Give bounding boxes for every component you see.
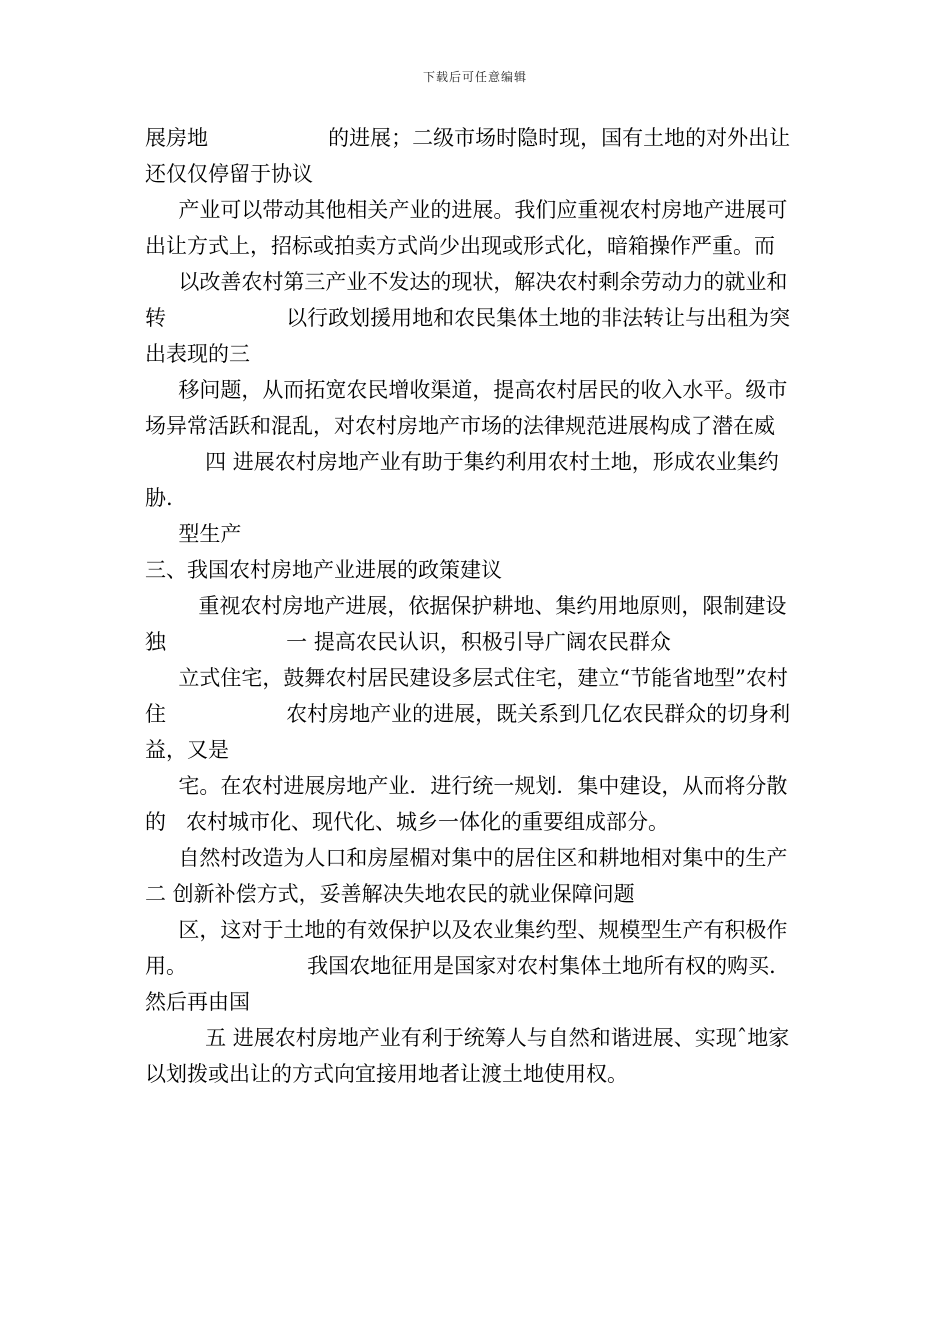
paragraph-1: 展房地 的进展；二级市场时隐时现，国有土地的对外出让还仅仅停留于协议 — [145, 126, 791, 186]
paragraph-3: 以改善农村第三产业不发达的现状，解决农村剩余劳动力的就业和转 以行政划援用地和农民集体土地的非法转让与出租为突出表现的三 — [145, 270, 791, 366]
paragraph-12: 五 进展农村房地产业有利于统筹人与自然和谐进展、实现ˆ地家以划拨或出让的方式向宜接用地者让渡土地使用权。 — [145, 1026, 790, 1086]
paragraph-8: 立式住宅，鼓舞农村居民建设多层式住宅，建立“节能省地型”农村住 农村房地产业的进展，既关系到几亿农民群众的切身利益，又是 — [145, 666, 791, 762]
page-header: 下载后可任意编辑 — [422, 70, 527, 84]
paragraph-7: 重视农村房地产进展，依据保护耕地、集约用地原则，限制建设独 一 提高农民认识，积极引导广阔农民群众 — [145, 594, 787, 654]
paragraph-6: 型生产 三、我国农村房地产业进展的政策建议 — [145, 522, 769, 582]
paragraph-5: 四 进展农村房地产业有助于集约利用农村土地，形成农业集约 胁. — [145, 450, 786, 510]
paragraph-9: 宅。在农村进展房地产业．进行统一规划．集中建设，从而将分散的 农村城市化、现代化、城乡一体化的重要组成部分。 — [145, 774, 788, 834]
paragraph-2: 产业可以带动其他相关产业的进展。我们应重视农村房地产进展可 出让方式上，招标或拍卖方式尚少出现或形式化，暗箱操作严重。而 — [145, 198, 908, 258]
paragraph-11: 区，这对于土地的有效保护以及农业集约型、规模型生产有积极作用。 我国农地征用是国家对农村集体土地所有权的购买．然后再由国 — [145, 918, 791, 1014]
paragraph-4: 移问题，从而拓宽农民增收渠道，提高农村居民的收入水平。级市场异常活跃和混乱，对农村房地产市场的法律规范进展构成了潜在威 — [145, 378, 788, 438]
paragraph-10: 自然村改造为人口和房屋楣对集中的居住区和耕地相对集中的生产 二 创新补偿方式，妥善解决失地农民的就业保障问题 — [145, 846, 941, 906]
body-text — [145, 120, 941, 1092]
